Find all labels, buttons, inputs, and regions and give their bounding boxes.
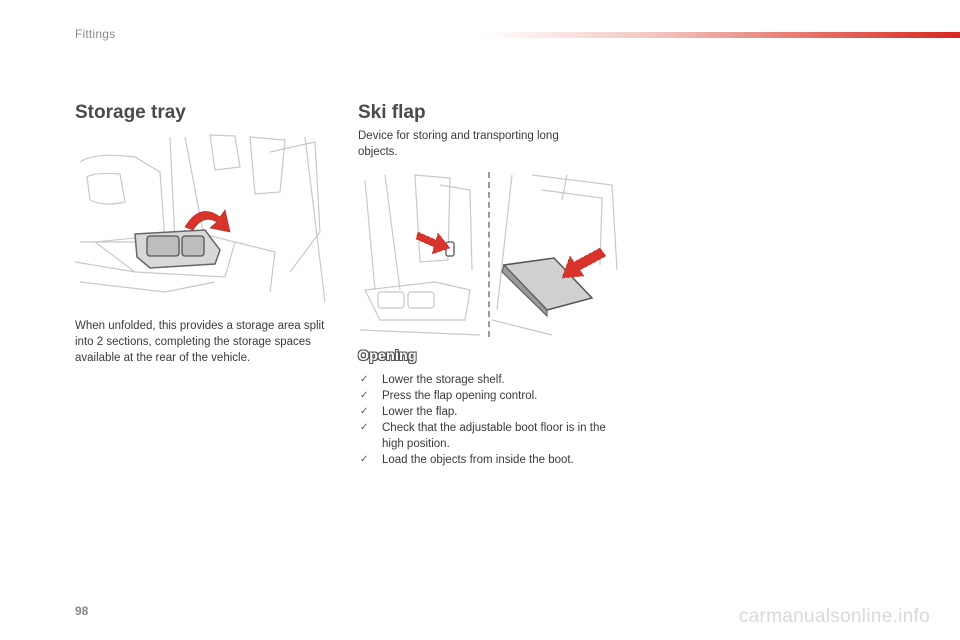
- list-item: ✓ Load the objects from inside the boot.: [360, 454, 574, 466]
- ski-flap-lowered-illustration: [492, 170, 620, 338]
- check-icon: ✓: [360, 390, 369, 401]
- page-number: 98: [75, 604, 89, 618]
- illustration-divider: [488, 172, 490, 337]
- storage-tray-shape: [135, 230, 220, 268]
- check-icon: ✓: [360, 374, 369, 385]
- red-dashed-arrow-icon: [562, 248, 606, 278]
- list-item: ✓ Check that the adjustable boot floor is in the high position.: [360, 422, 606, 450]
- opening-steps-list: [360, 372, 610, 468]
- list-item: ✓ Lower the flap.: [360, 406, 458, 418]
- ski-flap-description: Device for storing and transporting long objects.: [358, 130, 559, 158]
- section-label: Fittings: [75, 27, 116, 41]
- check-icon: ✓: [360, 454, 369, 465]
- red-arrow-icon: [185, 210, 230, 232]
- list-item: ✓ Press the flap opening control.: [360, 390, 538, 402]
- watermark: carmanualsonline.info: [738, 606, 930, 627]
- ski-flap-control-illustration: [360, 170, 482, 338]
- opening-subtitle: Opening: [358, 347, 417, 363]
- storage-tray-illustration: [75, 132, 335, 304]
- check-icon: ✓: [360, 422, 369, 433]
- red-dashed-arrow-icon: [416, 232, 450, 254]
- storage-tray-title: Storage tray: [75, 102, 186, 123]
- storage-tray-description: When unfolded, this provides a storage area split into 2 sections, completing the storage spaces available at the rear of the vehicle.: [75, 320, 325, 364]
- list-item: ✓ Lower the storage shelf.: [360, 374, 505, 386]
- check-icon: ✓: [360, 406, 369, 417]
- header-gradient-bar: [480, 32, 960, 38]
- ski-flap-title: Ski flap: [358, 102, 426, 123]
